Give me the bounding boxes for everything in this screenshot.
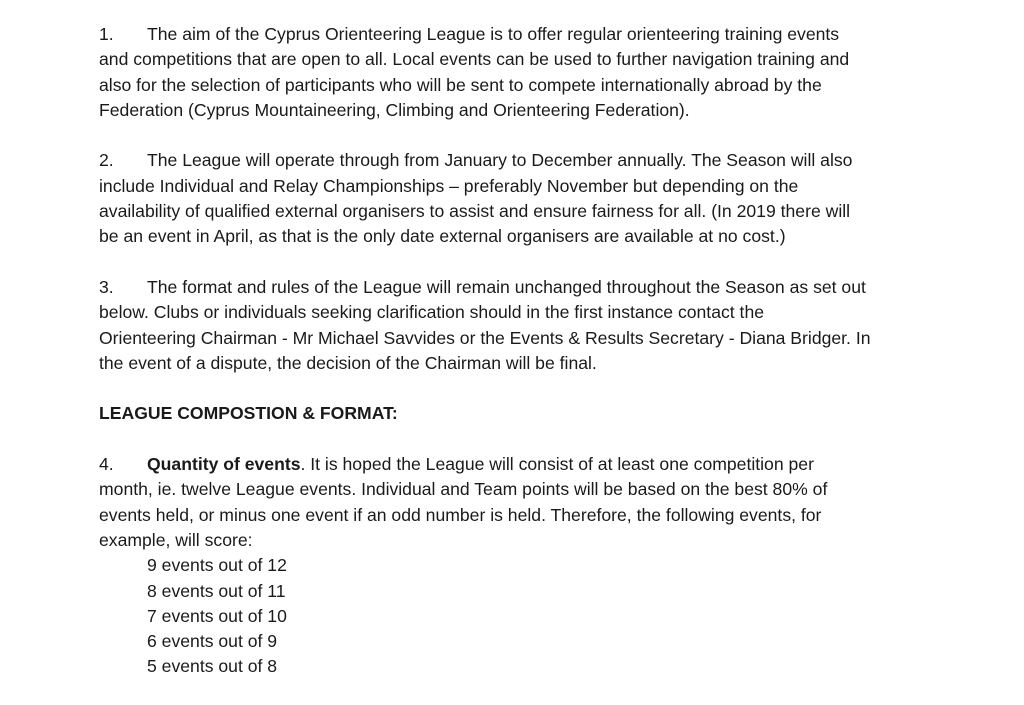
paragraph-line: Federation (Cyprus Mountaineering, Climbing and Orienteering Federation). (99, 99, 690, 120)
paragraph-2 (99, 148, 939, 249)
paragraph-line: events held, or minus one event if an odd number is held. Therefore, the following events, for (99, 504, 822, 525)
list-item: 7 events out of 10 (147, 605, 287, 626)
paragraph-text: The League will operate through from January to December annually. The Season will also (147, 150, 853, 171)
score-list (99, 553, 939, 679)
paragraph-line (99, 452, 939, 477)
paragraph-line: be an event in April, as that is the only date external organisers are available at no cost.) (99, 226, 786, 247)
paragraph-bold-title: Quantity of events (147, 454, 301, 475)
list-item: 5 events out of 8 (147, 656, 278, 677)
paragraph-line: availability of qualified external organisers to assist and ensure fairness for all. (In 2019 there will (99, 201, 851, 222)
list-item: 6 events out of 9 (147, 631, 278, 652)
section-heading: LEAGUE COMPOSTION & FORMAT: (99, 403, 398, 424)
paragraph-line: also for the selection of participants who will be sent to compete internationally abroad by the (99, 74, 822, 95)
paragraph-line: example, will score: (99, 529, 253, 550)
list-item: 9 events out of 12 (147, 555, 287, 576)
paragraph-4 (99, 452, 939, 680)
paragraph-line: Orienteering Chairman - Mr Michael Savvides or the Events & Results Secretary - Diana Bridger. In (99, 327, 871, 348)
paragraph-3 (99, 275, 939, 376)
paragraph-line (99, 148, 939, 173)
paragraph-line: the event of a dispute, the decision of the Chairman will be final. (99, 352, 597, 373)
paragraph-line: and competitions that are open to all. Local events can be used to further navigation training and (99, 49, 850, 70)
paragraph-line (99, 22, 939, 47)
paragraph-number: 2. (99, 150, 114, 171)
paragraph-line (99, 275, 939, 300)
paragraph-line: include Individual and Relay Championships – preferably November but depending on the (99, 175, 799, 196)
paragraph-line: month, ie. twelve League events. Individual and Team points will be based on the best 80% of (99, 479, 828, 500)
list-item: 8 events out of 11 (147, 580, 286, 601)
paragraph-number: 1. (99, 24, 114, 44)
paragraph-text: . It is hoped the League will consist of at least one competition per (300, 454, 814, 475)
document-body (99, 22, 939, 705)
paragraph-number: 3. (99, 276, 114, 297)
paragraph-text: The aim of the Cyprus Orienteering League is to offer regular orienteering training events (147, 24, 840, 44)
paragraph-number: 4. (99, 454, 114, 475)
paragraph-text: The format and rules of the League will remain unchanged throughout the Season as set out (147, 276, 866, 297)
paragraph-line: below. Clubs or individuals seeking clarification should in the first instance contact the (99, 302, 765, 323)
paragraph-1 (99, 22, 939, 123)
